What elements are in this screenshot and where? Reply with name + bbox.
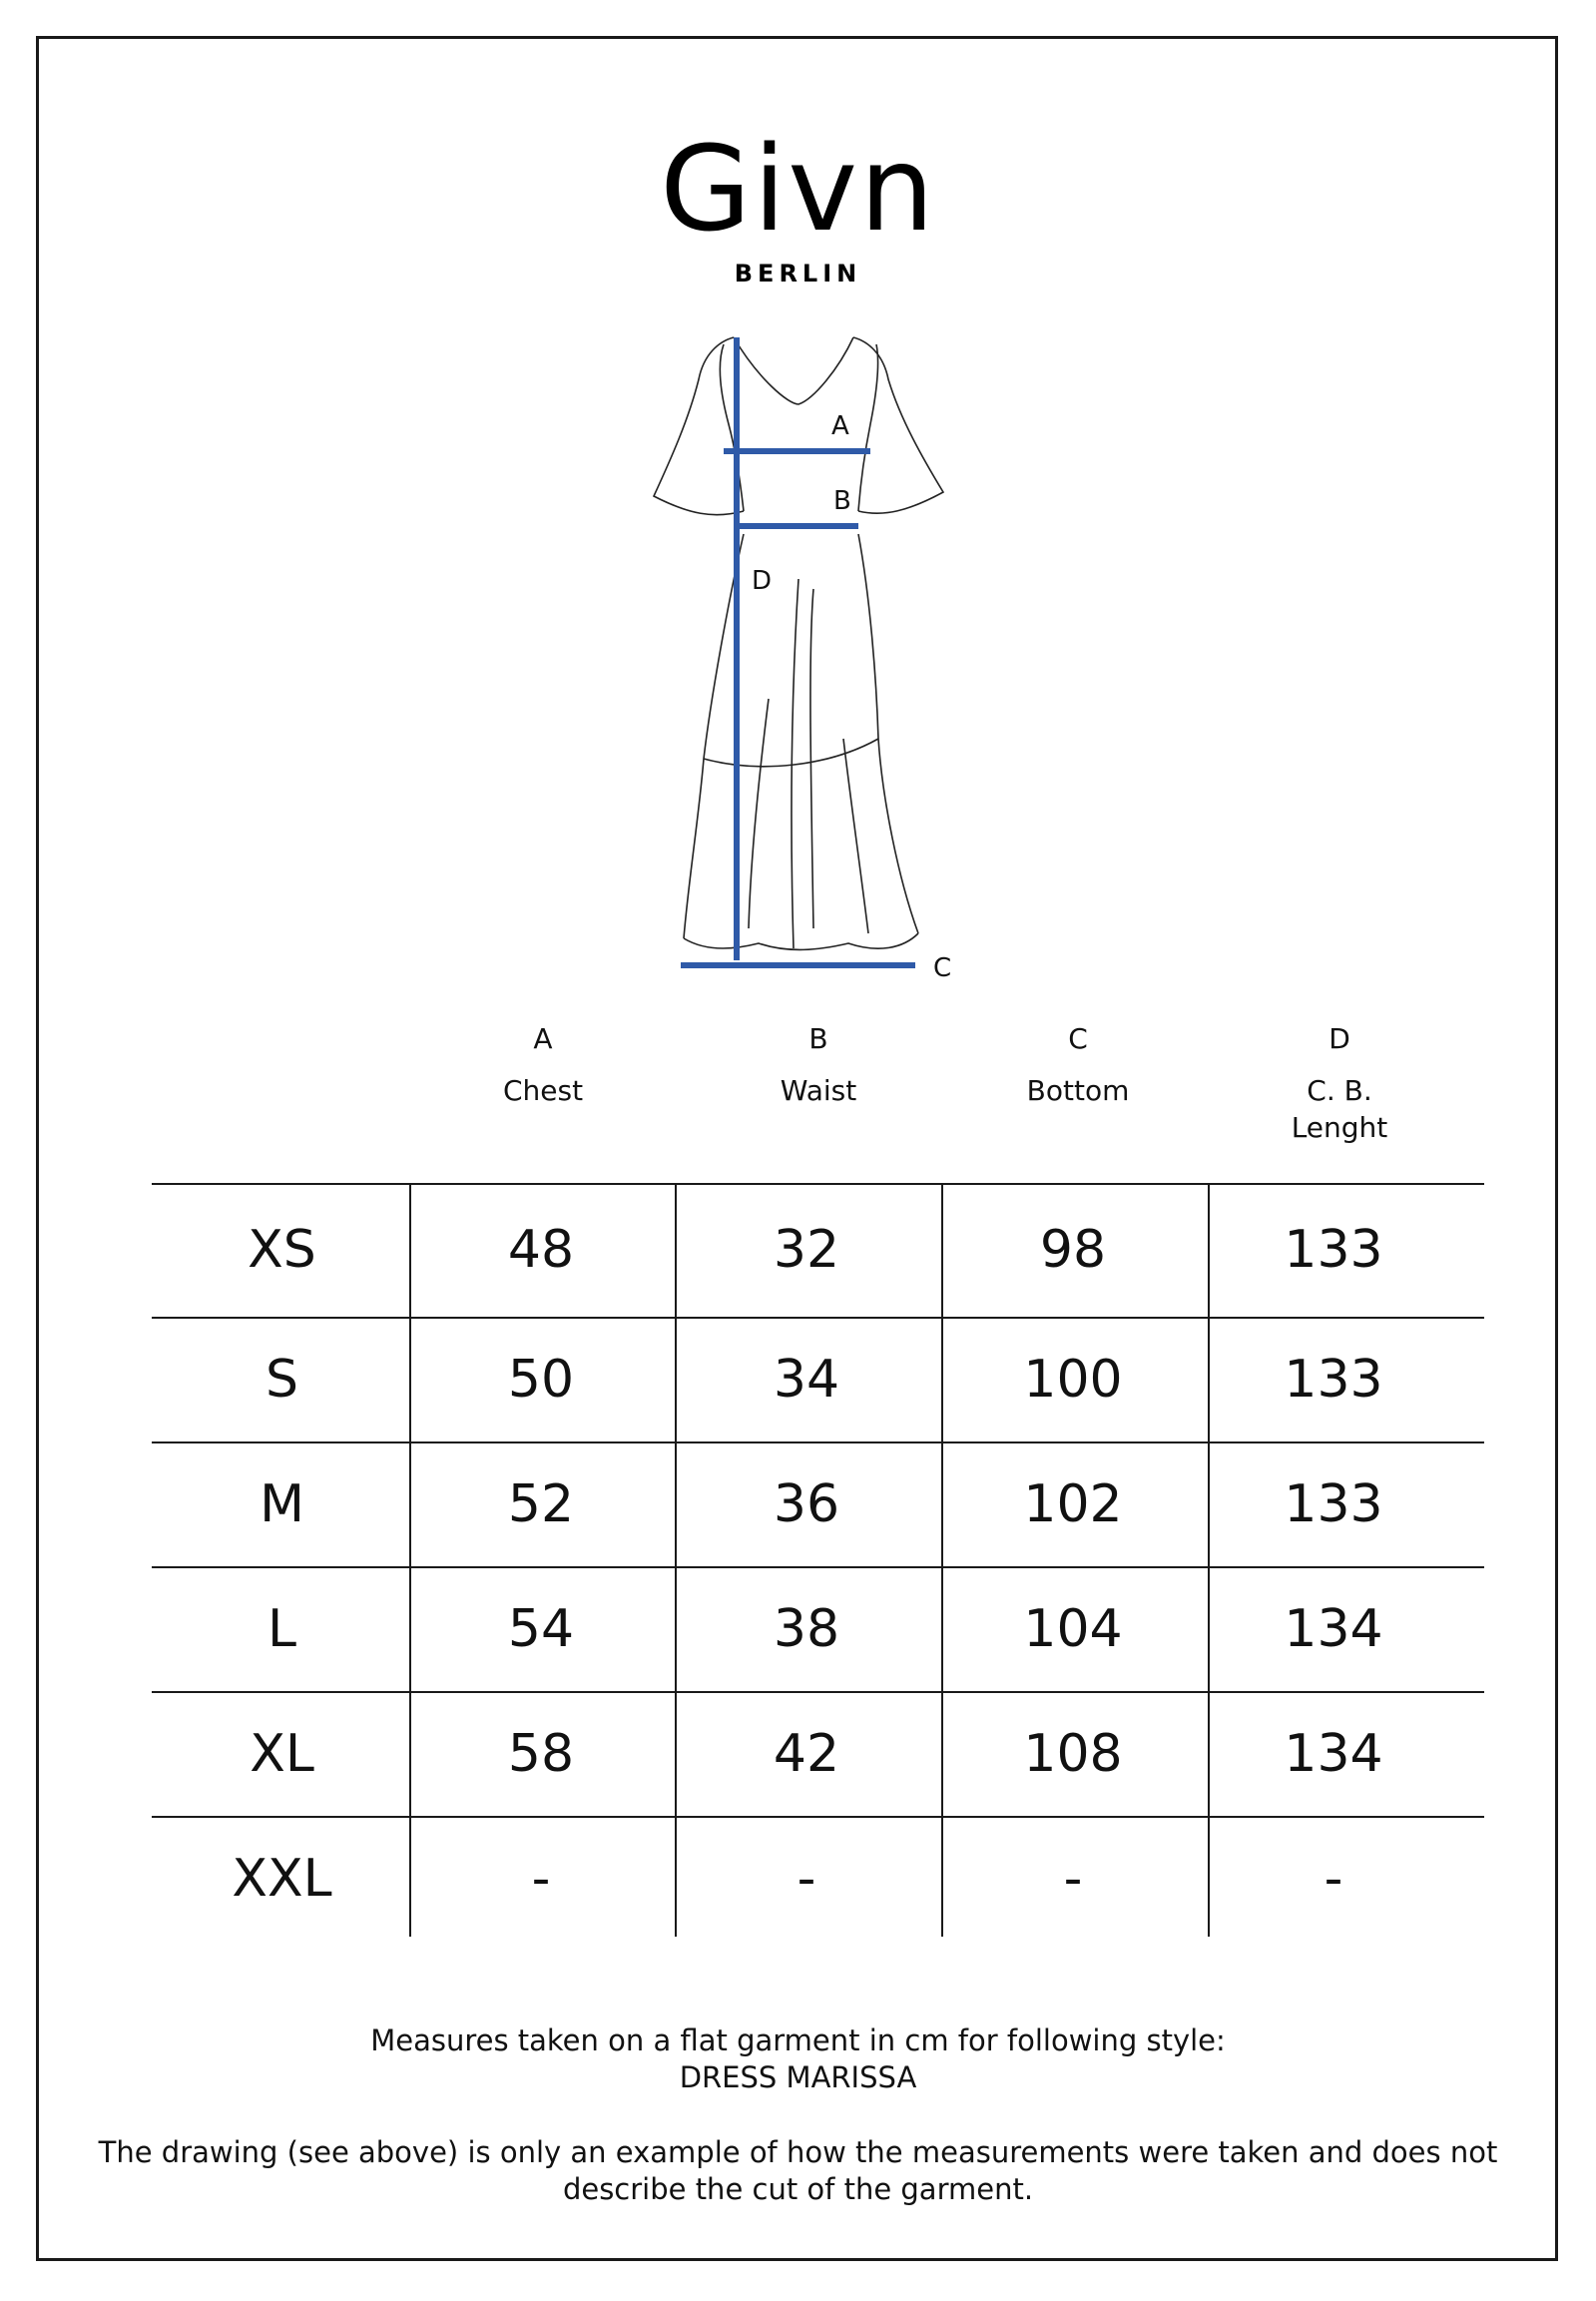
measurement-cell: 32 — [773, 1220, 840, 1280]
measurement-cell: 36 — [773, 1474, 840, 1534]
measurement-cell: 54 — [507, 1599, 575, 1659]
measurement-cell: 108 — [1023, 1724, 1123, 1784]
disclaimer: The drawing (see above) is only an example of how the measurements were taken and does not describe the cut of the garment. — [98, 2135, 1498, 2206]
column-letter: A — [533, 1022, 553, 1055]
measure-label-c: C — [933, 953, 952, 983]
measure-label-a: A — [831, 411, 849, 441]
brand-logo — [0, 120, 1596, 288]
measurement-cell: 102 — [1023, 1474, 1123, 1534]
size-label: S — [265, 1350, 298, 1410]
measure-label-b: B — [833, 486, 851, 516]
measure-note-line: Measures taken on a flat garment in cm for following style: — [370, 2023, 1226, 2057]
size-label: XXL — [232, 1849, 332, 1909]
measure-label-d: D — [752, 566, 773, 596]
dress-outline — [654, 337, 943, 949]
column-header-length — [1230, 1020, 1449, 1146]
column-name: C. B. Lenght — [1291, 1074, 1388, 1144]
size-label: L — [267, 1599, 296, 1659]
measurement-cell: - — [1324, 1849, 1343, 1909]
size-label: XS — [248, 1220, 316, 1280]
column-name: Bottom — [1026, 1074, 1130, 1107]
column-letter: B — [808, 1022, 828, 1055]
measurement-cell: - — [797, 1849, 816, 1909]
column-header-waist — [709, 1020, 928, 1109]
measurement-cell: 134 — [1284, 1724, 1383, 1784]
measurement-cell: 58 — [507, 1724, 575, 1784]
measurement-cell: - — [1063, 1849, 1083, 1909]
measurement-cell: 104 — [1023, 1599, 1123, 1659]
size-label: XL — [250, 1724, 314, 1784]
measurement-cell: 38 — [773, 1599, 840, 1659]
dress-measurement-drawing — [629, 324, 968, 1003]
measurement-cell: 133 — [1284, 1350, 1383, 1410]
column-name: Waist — [780, 1074, 857, 1107]
measurement-cell: 133 — [1284, 1474, 1383, 1534]
measurement-cell: 134 — [1284, 1599, 1383, 1659]
column-letter: D — [1329, 1022, 1350, 1055]
measurement-cell: 133 — [1284, 1220, 1383, 1280]
column-name: Chest — [502, 1074, 584, 1107]
size-label: M — [260, 1474, 304, 1534]
measure-note — [60, 2022, 1536, 2096]
measurement-cell: - — [531, 1849, 551, 1909]
column-header-bottom — [968, 1020, 1188, 1109]
measurement-cell: 34 — [773, 1350, 840, 1410]
column-letter: C — [1068, 1022, 1088, 1055]
column-header-chest — [433, 1020, 653, 1109]
measurement-cell: 50 — [507, 1350, 575, 1410]
measure-lines — [681, 337, 915, 965]
style-name: DRESS MARISSA — [679, 2060, 917, 2094]
brand-city: BERLIN — [734, 260, 862, 288]
measurement-cell: 98 — [1039, 1220, 1107, 1280]
measurement-cell: 100 — [1023, 1350, 1123, 1410]
measurement-cell: 48 — [507, 1220, 575, 1280]
measurement-cell: 52 — [507, 1474, 575, 1534]
measurement-cell: 42 — [773, 1724, 840, 1784]
brand-name: Givn — [660, 120, 936, 258]
